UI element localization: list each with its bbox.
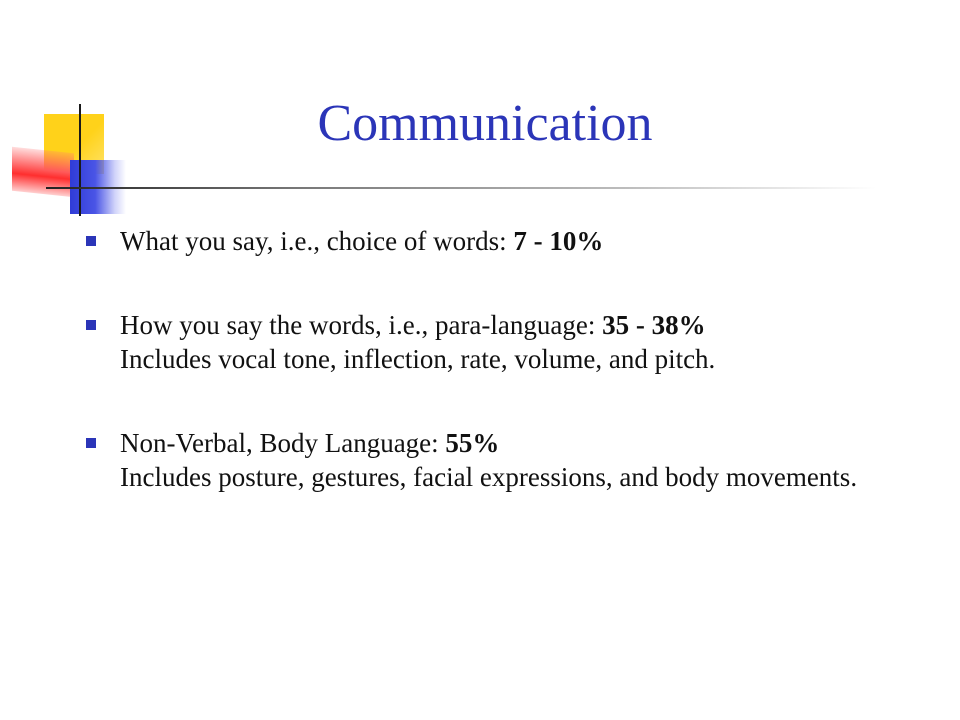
square-bullet-icon <box>86 236 96 246</box>
bullet-value: 7 - 10% <box>513 226 604 256</box>
bullet-line <box>86 308 886 342</box>
bullet-item-non-verbal <box>86 426 886 494</box>
slide-title: Communication <box>317 95 653 152</box>
bullet-item-words <box>86 224 886 258</box>
bullet-text: Non-Verbal, Body Language: <box>120 428 446 458</box>
bullet-line <box>86 224 886 258</box>
bullet-item-para-language <box>86 308 886 376</box>
bullet-text: How you say the words, i.e., para-language: <box>120 310 603 340</box>
square-bullet-icon <box>86 320 96 330</box>
bullet-value: 55% <box>445 428 500 458</box>
square-bullet-icon <box>86 438 96 448</box>
bullet-line <box>86 426 886 460</box>
bullet-list <box>86 212 886 494</box>
bullet-value: 35 - 38% <box>602 310 706 340</box>
title-underline <box>46 187 876 189</box>
bullet-text: What you say, i.e., choice of words: <box>120 226 514 256</box>
bullet-detail: Includes posture, gestures, facial expressions, and body movements. <box>120 462 858 492</box>
bullet-detail: Includes vocal tone, inflection, rate, volume, and pitch. <box>120 344 716 374</box>
